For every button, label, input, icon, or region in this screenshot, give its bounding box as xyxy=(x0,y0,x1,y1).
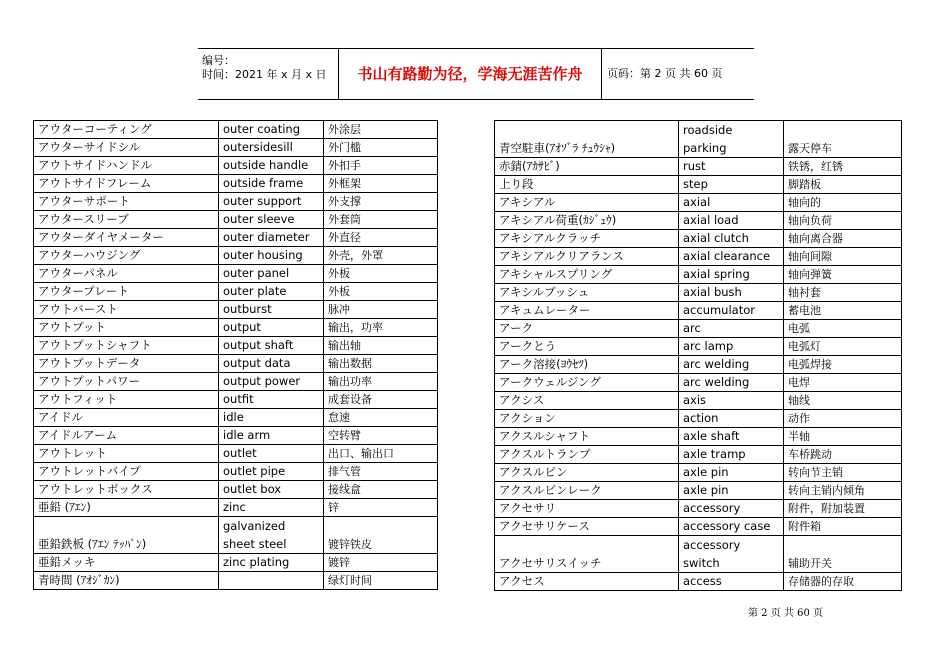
english-term: output xyxy=(219,319,324,337)
english-term: accessory switch xyxy=(679,536,784,573)
table-row xyxy=(34,481,438,499)
chinese-term: 附件箱 xyxy=(784,518,902,536)
table-row xyxy=(495,573,902,591)
english-term: outside frame xyxy=(219,175,324,193)
japanese-term: 亜鉛 (ｱｴﾝ) xyxy=(34,499,219,517)
chinese-term: 外门槛 xyxy=(324,139,438,157)
english-term: idle arm xyxy=(219,427,324,445)
english-term: outfit xyxy=(219,391,324,409)
table-row xyxy=(34,499,438,517)
english-term: axial clearance xyxy=(679,248,784,266)
japanese-term: アウトレットボックス xyxy=(34,481,219,499)
japanese-term: アイドルアーム xyxy=(34,427,219,445)
chinese-term: 轴衬套 xyxy=(784,284,902,302)
table-row xyxy=(495,212,902,230)
table-row xyxy=(495,446,902,464)
table-row xyxy=(34,211,438,229)
english-term: accessory case xyxy=(679,518,784,536)
english-term: outersidesill xyxy=(219,139,324,157)
chinese-term: 输出，功率 xyxy=(324,319,438,337)
english-term: outer diameter xyxy=(219,229,324,247)
japanese-term: アキシアルクラッチ xyxy=(495,230,679,248)
english-term: outer housing xyxy=(219,247,324,265)
table-row xyxy=(34,445,438,463)
chinese-term: 成套设备 xyxy=(324,391,438,409)
english-term: axle pin xyxy=(679,482,784,500)
japanese-term: アウターコーティング xyxy=(34,121,219,139)
table-row xyxy=(495,320,902,338)
table-row xyxy=(495,248,902,266)
document-number-label: 编号： xyxy=(202,54,235,67)
english-term: accumulator xyxy=(679,302,784,320)
japanese-term: アキュムレーター xyxy=(495,302,679,320)
japanese-term: アウトフィット xyxy=(34,391,219,409)
table-row xyxy=(34,193,438,211)
chinese-term: 输出数据 xyxy=(324,355,438,373)
japanese-term: 青空駐車(ｱｵｿﾞﾗ ﾁｭｳｼｬ) xyxy=(495,121,679,158)
chinese-term: 轴线 xyxy=(784,392,902,410)
header-page-number: 页码：第 2 页 共 60 页 xyxy=(607,67,723,80)
table-row xyxy=(34,517,438,554)
english-term: outer coating xyxy=(219,121,324,139)
chinese-term: 蓄电池 xyxy=(784,302,902,320)
table-row xyxy=(495,230,902,248)
chinese-term: 外直径 xyxy=(324,229,438,247)
japanese-term: アウターサイドシル xyxy=(34,139,219,157)
chinese-term: 电弧灯 xyxy=(784,338,902,356)
japanese-term: アキシアル xyxy=(495,194,679,212)
chinese-term: 轴向负荷 xyxy=(784,212,902,230)
english-term: axle tramp xyxy=(679,446,784,464)
chinese-term: 外框架 xyxy=(324,175,438,193)
glossary-table-left xyxy=(33,120,438,590)
chinese-term: 转向节主销 xyxy=(784,464,902,482)
chinese-term: 轴向弹簧 xyxy=(784,266,902,284)
table-row xyxy=(495,482,902,500)
page-footer: 第 2 页 共 60 页 xyxy=(748,608,823,619)
japanese-term: アウトプットデータ xyxy=(34,355,219,373)
english-term: axial clutch xyxy=(679,230,784,248)
chinese-term: 轴向离合器 xyxy=(784,230,902,248)
japanese-term: アイドル xyxy=(34,409,219,427)
chinese-term: 接线盒 xyxy=(324,481,438,499)
japanese-term: アキシャルスプリング xyxy=(495,266,679,284)
japanese-term: 赤錆(ｱｶｻﾋﾞ) xyxy=(495,158,679,176)
chinese-term: 外板 xyxy=(324,265,438,283)
table-row xyxy=(495,464,902,482)
english-term: roadside parking xyxy=(679,121,784,158)
english-term: axial load xyxy=(679,212,784,230)
chinese-term: 镀锌 xyxy=(324,554,438,572)
english-term: axial bush xyxy=(679,284,784,302)
english-term: arc xyxy=(679,320,784,338)
table-row xyxy=(495,392,902,410)
table-row xyxy=(495,176,902,194)
table-row xyxy=(495,500,902,518)
japanese-term: アクション xyxy=(495,410,679,428)
chinese-term: 外扣手 xyxy=(324,157,438,175)
english-term: action xyxy=(679,410,784,428)
japanese-term: アウターハウジング xyxy=(34,247,219,265)
chinese-term: 电弧 xyxy=(784,320,902,338)
japanese-term: アクスルピン xyxy=(495,464,679,482)
table-row xyxy=(34,247,438,265)
table-row xyxy=(495,302,902,320)
table-row xyxy=(34,373,438,391)
table-row xyxy=(495,428,902,446)
chinese-term: 铁锈，红锈 xyxy=(784,158,902,176)
table-row xyxy=(34,283,438,301)
chinese-term: 绿灯时间 xyxy=(324,572,438,590)
header-info-cell xyxy=(198,49,339,99)
japanese-term: 亜鉛メッキ xyxy=(34,554,219,572)
japanese-term: アウトバースト xyxy=(34,301,219,319)
japanese-term: 亜鉛鉄板 (ｱｴﾝ ﾃｯﾊﾟﾝ) xyxy=(34,517,219,554)
english-term: output shaft xyxy=(219,337,324,355)
japanese-term: アウトプットシャフト xyxy=(34,337,219,355)
table-row xyxy=(34,301,438,319)
chinese-term: 电焊 xyxy=(784,374,902,392)
english-term: step xyxy=(679,176,784,194)
document-date: 时间：2021 年 x 月 x 日 xyxy=(202,68,327,81)
japanese-term: アウタースリーブ xyxy=(34,211,219,229)
english-term: outer plate xyxy=(219,283,324,301)
chinese-term: 轴向间隙 xyxy=(784,248,902,266)
chinese-term: 转向主销内倾角 xyxy=(784,482,902,500)
english-term: arc welding xyxy=(679,356,784,374)
chinese-term: 外套筒 xyxy=(324,211,438,229)
table-row xyxy=(495,121,902,158)
table-row xyxy=(495,356,902,374)
japanese-term: アクスルトランプ xyxy=(495,446,679,464)
table-row xyxy=(495,158,902,176)
chinese-term: 动作 xyxy=(784,410,902,428)
english-term: idle xyxy=(219,409,324,427)
table-row xyxy=(34,391,438,409)
table-row xyxy=(34,139,438,157)
japanese-term: アクセサリケース xyxy=(495,518,679,536)
table-row xyxy=(495,194,902,212)
japanese-term: アウトサイドハンドル xyxy=(34,157,219,175)
chinese-term: 脚踏板 xyxy=(784,176,902,194)
japanese-term: アクシス xyxy=(495,392,679,410)
table-row xyxy=(34,337,438,355)
chinese-term: 外支撑 xyxy=(324,193,438,211)
chinese-term: 附件，附加装置 xyxy=(784,500,902,518)
english-term: rust xyxy=(679,158,784,176)
chinese-term: 排气管 xyxy=(324,463,438,481)
japanese-term: アクスルシャフト xyxy=(495,428,679,446)
table-row xyxy=(495,410,902,428)
page-header xyxy=(198,48,754,100)
table-row xyxy=(34,157,438,175)
chinese-term: 输出功率 xyxy=(324,373,438,391)
chinese-term: 输出轴 xyxy=(324,337,438,355)
header-slogan: 书山有路勤为径，学海无涯苦作舟 xyxy=(339,49,602,99)
english-term: arc welding xyxy=(679,374,784,392)
english-term: axial xyxy=(679,194,784,212)
table-row xyxy=(34,572,438,590)
english-term: outlet box xyxy=(219,481,324,499)
japanese-term: 青時間 (ｱｵｼﾞｶﾝ) xyxy=(34,572,219,590)
japanese-term: アウトレット xyxy=(34,445,219,463)
table-row xyxy=(34,463,438,481)
table-row xyxy=(34,409,438,427)
chinese-term: 电弧焊接 xyxy=(784,356,902,374)
english-term: outlet xyxy=(219,445,324,463)
japanese-term: アキシアル荷重(ｶｼﾞｭｳ) xyxy=(495,212,679,230)
table-row xyxy=(34,427,438,445)
glossary-table-right xyxy=(494,120,902,591)
japanese-term: アウタープレート xyxy=(34,283,219,301)
chinese-term: 外涂层 xyxy=(324,121,438,139)
japanese-term: アーク xyxy=(495,320,679,338)
chinese-term: 外壳，外罩 xyxy=(324,247,438,265)
japanese-term: アークウェルジング xyxy=(495,374,679,392)
english-term: outer support xyxy=(219,193,324,211)
chinese-term: 外板 xyxy=(324,283,438,301)
chinese-term: 存储器的存取 xyxy=(784,573,902,591)
english-term: accessory xyxy=(679,500,784,518)
japanese-term: アクセサリ xyxy=(495,500,679,518)
english-term: access xyxy=(679,573,784,591)
japanese-term: アウトレットパイプ xyxy=(34,463,219,481)
english-term: zinc xyxy=(219,499,324,517)
table-row xyxy=(34,554,438,572)
table-row xyxy=(495,338,902,356)
english-term: output data xyxy=(219,355,324,373)
japanese-term: アクセス xyxy=(495,573,679,591)
english-term: outlet pipe xyxy=(219,463,324,481)
table-row xyxy=(34,175,438,193)
chinese-term: 怠速 xyxy=(324,409,438,427)
table-row xyxy=(495,284,902,302)
japanese-term: アクスルピンレーク xyxy=(495,482,679,500)
table-row xyxy=(34,265,438,283)
english-term: outburst xyxy=(219,301,324,319)
english-term: arc lamp xyxy=(679,338,784,356)
japanese-term: アウターダイヤメーター xyxy=(34,229,219,247)
chinese-term: 镀锌铁皮 xyxy=(324,517,438,554)
table-row xyxy=(34,319,438,337)
table-row xyxy=(495,374,902,392)
english-term: outside handle xyxy=(219,157,324,175)
chinese-term: 轴向的 xyxy=(784,194,902,212)
chinese-term: 辅助开关 xyxy=(784,536,902,573)
japanese-term: アウトプット xyxy=(34,319,219,337)
table-row xyxy=(495,536,902,573)
chinese-term: 出口、输出口 xyxy=(324,445,438,463)
chinese-term: 脉冲 xyxy=(324,301,438,319)
table-row xyxy=(495,266,902,284)
english-term xyxy=(219,572,324,590)
english-term: axis xyxy=(679,392,784,410)
japanese-term: アキシルブッシュ xyxy=(495,284,679,302)
table-row xyxy=(495,518,902,536)
japanese-term: 上り段 xyxy=(495,176,679,194)
japanese-term: アウターパネル xyxy=(34,265,219,283)
english-term: axle shaft xyxy=(679,428,784,446)
table-row xyxy=(34,229,438,247)
english-term: outer panel xyxy=(219,265,324,283)
table-row xyxy=(34,355,438,373)
english-term: outer sleeve xyxy=(219,211,324,229)
chinese-term: 车桥跳动 xyxy=(784,446,902,464)
english-term: output power xyxy=(219,373,324,391)
japanese-term: アークとう xyxy=(495,338,679,356)
table-row xyxy=(34,121,438,139)
japanese-term: アーク溶接(ﾖｳｾﾂ) xyxy=(495,356,679,374)
chinese-term: 空转臂 xyxy=(324,427,438,445)
japanese-term: アキシアルクリアランス xyxy=(495,248,679,266)
chinese-term: 锌 xyxy=(324,499,438,517)
japanese-term: アクセサリスイッチ xyxy=(495,536,679,573)
english-term: axle pin xyxy=(679,464,784,482)
chinese-term: 露天停车 xyxy=(784,121,902,158)
english-term: axial spring xyxy=(679,266,784,284)
japanese-term: アウトサイドフレーム xyxy=(34,175,219,193)
english-term: zinc plating xyxy=(219,554,324,572)
english-term: galvanized sheet steel xyxy=(219,517,324,554)
japanese-term: アウターサポート xyxy=(34,193,219,211)
japanese-term: アウトプットパワー xyxy=(34,373,219,391)
chinese-term: 半轴 xyxy=(784,428,902,446)
